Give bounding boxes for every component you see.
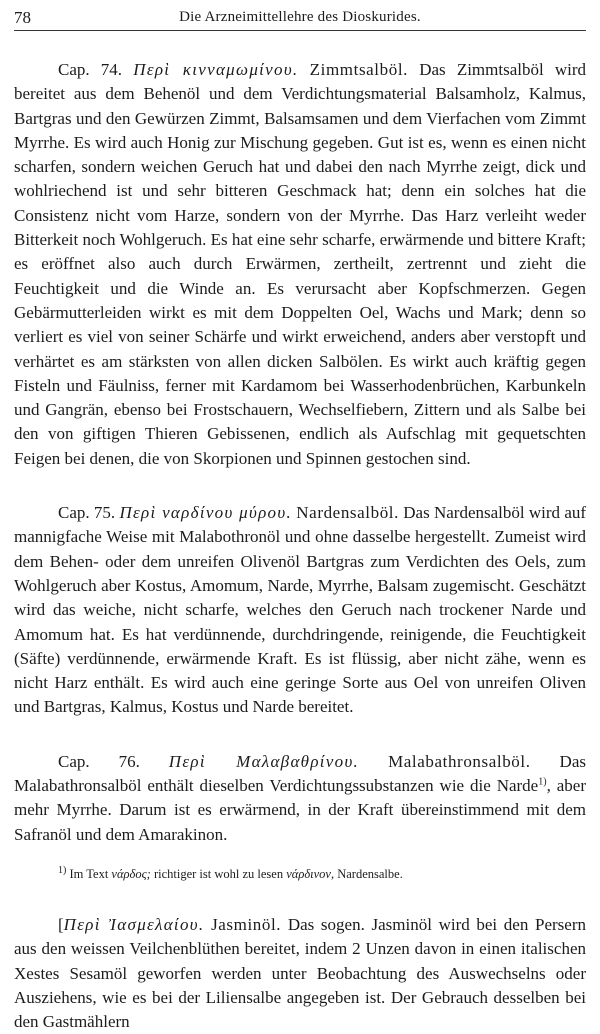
greek-heading: Περὶ Ἰασμελαίου.: [63, 914, 205, 934]
footnote: [14, 865, 586, 883]
chapter-number: Cap. 74.: [58, 60, 123, 79]
running-title: Die Arzneimittellehre des Dioskurides.: [179, 9, 421, 25]
chapter-title: Malabathronsalböl.: [388, 751, 531, 771]
footnote-greek-word: νάρδινον,: [286, 866, 335, 881]
footnote-reference: 1): [538, 776, 547, 788]
footnote-text: richtiger ist wohl zu lesen: [153, 866, 284, 881]
paragraph-gap: [14, 883, 586, 913]
footnote-greek-word: νάρδος;: [111, 866, 151, 881]
greek-heading: Περὶ Μαλαβαθρίνου.: [168, 751, 360, 771]
footnote-text: Nardensalbe.: [337, 866, 403, 881]
opening-bracket: [: [58, 914, 64, 934]
section-text: Das sogen. Jasminöl wird bei den Persern aus den weissen Veilchenblüthen bereitet, indem 2 Unzen davon in einen italischen Xestes Sesamöl geworfen werden unter Beobachtung des Auswechselns oder Ausziehens, wie es bei der Liliensalbe angegeben ist. Der Gebrauch desselben bei den Gastmählern: [14, 914, 586, 1032]
chapter-text: Das Nardensalböl wird auf mannigfache Weise mit Malabothronöl und ohne dasselbe hergestellt. Zumeist wird dem Behen- oder dem unreifen Olivenöl Bartgras zum Verdichten des Oels, zum Wohlgeruch aber Kostus, Amomum, Narde, Myrrhe, Balsam zugemischt. Geschätzt wird das weiche, nicht scharfe, welches den Geruch nach trockener Narde und Amomum hat. Es hat verdünnende, durchdringende, reinigende, die Feuchtigkeit (Säfte) verdünnende, erwärmende Kraft. Es ist flüssig, aber nicht zähe, wenn es nicht Harz enthält. Es wird auch eine geringe Sorte aus Oel von unreifen Oliven und Bartgras, Kalmus, Kostus und Narde bereitet.: [14, 503, 587, 717]
chapter-text: Das Zimmtsalböl wird bereitet aus dem Behenöl und dem Verdichtungsmaterial Balsamholz, Kalmus, Bartgras und den Gewürzen Zimmt, Balsamsamen und dem Vierfachen vom Zimmt Myrrhe. Es wird auch Honig zur Mischung gegeben. Gut ist es, wenn es einen nicht scharfen, sondern weichen Geruch hat und dabei den nach Myrrhe zeigt, dick und wohlriechend ist und sehr bitteren Geschmack hat; denn ein solches hat die Consistenz nicht vom Harze, sondern von der Myrrhe. Das Harz verleiht weder Bitterkeit noch Wohlgeruch. Es hat eine sehr scharfe, erwärmende und bittere Kraft; es eröffnet also auch durch Erwärmen, zertheilt, zertrennt und zieht die Feuchtigkeit und die Winde an. Es verursacht aber Kopfschmerzen. Gegen Gebärmutterleiden wirkt es mit dem Doppelten Oel, Wachs und Mark; denn so verliert es viel von seiner Schärfe und wirkt erweichend, anders aber verstopft und verhärtet es am stärksten von allen dicken Salbölen. Es wirkt auch kräftig gegen Fisteln und Fäulniss, ferner mit Kardamom bei Wasserhodenbrüchen, Karbunkeln und Gangrän, ebenso bei Frostschauern, Wechselfiebern, Zittern und als Salbe bei den von giftigen Thieren Gebissenen, endlich als Aufschlag mit gequetschten Feigen bei denen, die von Skorpionen und Spinnen gestochen sind.: [14, 60, 587, 468]
footnote-gap: [14, 847, 586, 865]
chapter-text: Das Malabathronsalböl enthält dieselben Verdichtungssubstanzen wie die Narde: [14, 751, 586, 796]
paragraph-gap: [14, 720, 586, 750]
chapter-title: Nardensalböl.: [296, 503, 399, 523]
greek-heading: Περὶ ναρδίνου μύρου.: [119, 503, 293, 523]
chapter-76: [14, 750, 586, 847]
page-number: 78: [14, 8, 31, 27]
footnote-marker: 1): [58, 864, 67, 876]
chapter-number: Cap. 75.: [58, 503, 116, 523]
chapter-number: Cap. 76.: [58, 751, 140, 771]
chapter-74: [14, 58, 586, 471]
jasmin-paragraph: [14, 913, 586, 1034]
page-header: [14, 8, 586, 31]
chapter-title: Zimmtsalböl.: [309, 60, 409, 79]
chapter-text-continued: , aber mehr Myrrhe. Darum ist es erwärmend, in der Kraft übereinstimmend mit dem Safranöl und dem Amarakinon.: [14, 776, 586, 844]
chapter-75: [14, 501, 586, 720]
greek-heading: Περὶ κινναμωμίνου.: [133, 60, 299, 79]
paragraph-gap: [14, 471, 586, 501]
section-title: Jasminöl.: [211, 914, 282, 934]
footnote-text: Im Text: [69, 866, 109, 881]
page-body: [14, 58, 586, 1034]
